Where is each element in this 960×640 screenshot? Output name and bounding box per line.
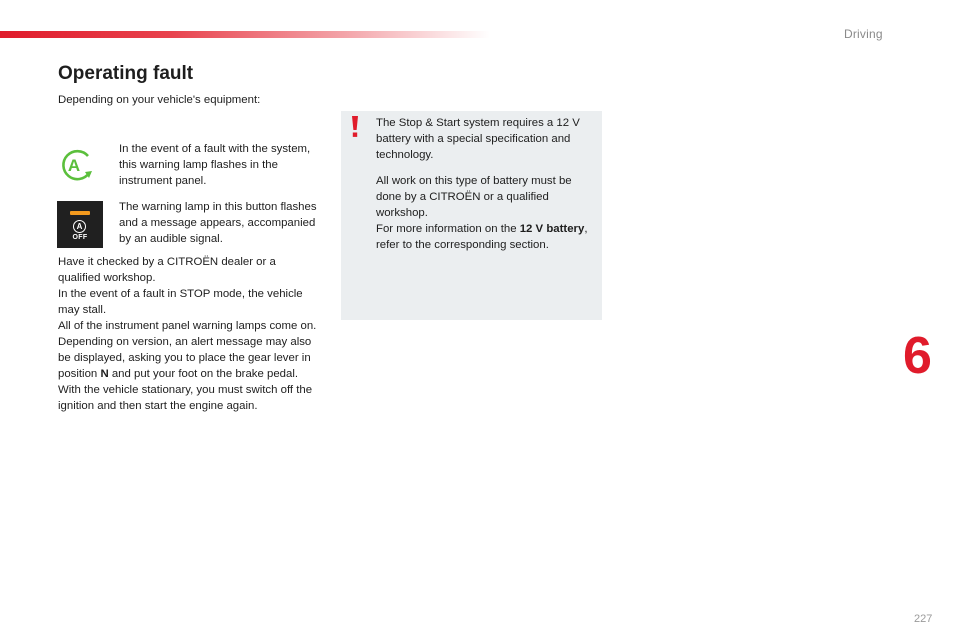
paragraph: In the event of a fault in STOP mode, the vehicle may stall. xyxy=(58,288,303,316)
gear-position-n: N xyxy=(100,368,109,380)
page-number: 227 xyxy=(914,613,933,625)
paragraph: All of the instrument panel warning lamps come on. xyxy=(58,320,317,332)
battery-note-text xyxy=(376,115,598,253)
lamp-description: In the event of a fault with the system, this warning lamp flashes in the instrument panel. xyxy=(119,143,311,187)
button-description: The warning lamp in this button flashes and a message appears, accompanied by an audible signal. xyxy=(119,201,317,245)
svg-text:A: A xyxy=(67,156,81,175)
fault-instructions xyxy=(58,254,320,414)
note-paragraph: The Stop & Start system requires a 12 V battery with a special specification and technology. xyxy=(376,117,580,161)
button-off-label: OFF xyxy=(72,234,88,241)
auto-stop-start-warning-lamp-icon xyxy=(58,148,96,182)
note-paragraph: For more information on the 12 V battery, refer to the corresponding section. xyxy=(376,223,588,251)
section-name: Driving xyxy=(844,27,883,41)
intro-text: Depending on your vehicle's equipment: xyxy=(58,94,261,106)
battery-link-text: 12 V battery xyxy=(519,223,585,235)
stop-start-off-button-icon xyxy=(57,201,103,248)
paragraph: Depending on version, an alert message may also be displayed, asking you to place the gear lever in position N and put your foot on the brake pedal. xyxy=(58,336,312,380)
header-accent-bar xyxy=(0,31,490,38)
paragraph: Have it checked by a CITROËN dealer or a qualified workshop. xyxy=(58,256,276,284)
page-title: Operating fault xyxy=(58,63,194,84)
button-indicator-bar xyxy=(70,211,90,215)
chapter-number: 6 xyxy=(903,327,932,385)
paragraph: With the vehicle stationary, you must switch off the ignition and then start the engine again. xyxy=(58,384,313,412)
note-paragraph: All work on this type of battery must be done by a CITROËN or a qualified workshop. xyxy=(376,175,572,219)
auto-a-symbol-icon: A xyxy=(73,220,86,233)
exclamation-icon xyxy=(350,115,360,139)
